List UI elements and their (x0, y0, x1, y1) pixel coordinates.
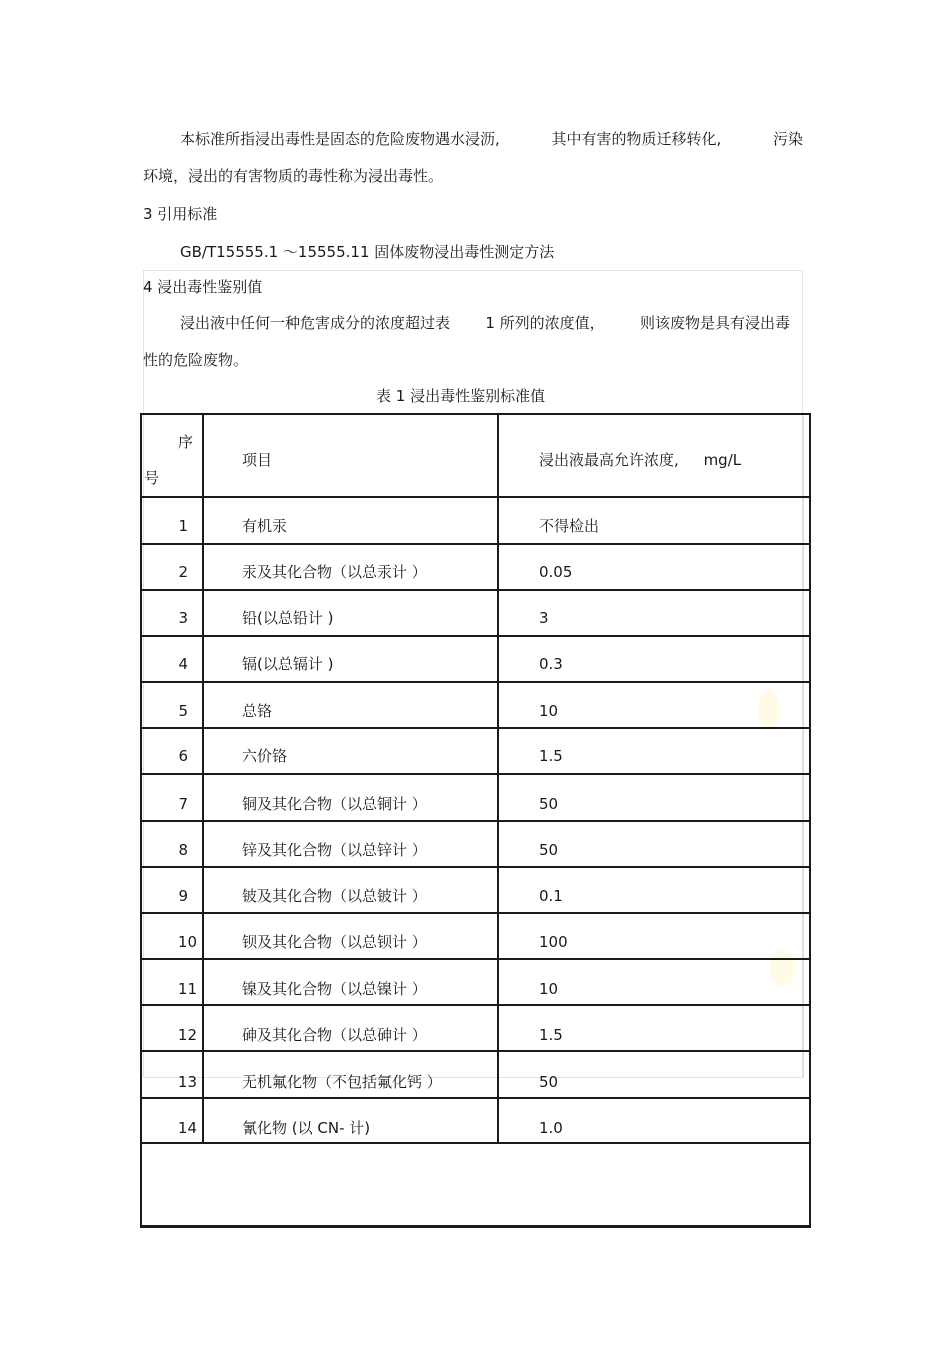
table-header-divider (140, 496, 811, 498)
row-value: 不得检出 (539, 517, 600, 535)
row-value: 50 (539, 795, 559, 813)
section-4-paragraph-line-2: 性的危险废物。 (143, 351, 249, 369)
row-value: 50 (539, 1073, 559, 1091)
section-3-heading: 3 引用标准 (143, 205, 218, 223)
row-item: 汞及其化合物（以总汞计 ） (242, 563, 427, 581)
table-row-divider (140, 912, 811, 914)
section-4-paragraph-line-1 (180, 313, 790, 333)
row-value: 3 (539, 609, 549, 627)
table-row-divider (140, 1050, 811, 1052)
table-col-divider-1 (202, 413, 204, 1143)
row-number: 12 (177, 1026, 197, 1044)
header-seq-top: 序 (178, 433, 194, 451)
row-value: 0.05 (539, 563, 573, 581)
row-item: 铜及其化合物（以总铜计 ） (242, 795, 427, 813)
row-item: 镉(以总镉计 ) (242, 655, 334, 673)
header-limit-label: 浸出液最高允许浓度, (539, 451, 679, 469)
header-limit-unit: mg/L (703, 451, 742, 469)
table-col-divider-2 (497, 413, 499, 1143)
table-row-divider (140, 727, 811, 729)
reference-standard: GB/T15555.1 ～15555.11 固体废物浸出毒性测定方法 (180, 243, 555, 261)
section-4-heading: 4 浸出毒性鉴别值 (143, 278, 263, 296)
table-caption: 表 1 浸出毒性鉴别标准值 (376, 387, 546, 405)
header-seq-bottom: 号 (144, 469, 160, 487)
row-number: 2 (178, 563, 188, 581)
row-item: 氰化物 (以 CN- 计) (242, 1119, 371, 1137)
row-number: 4 (178, 655, 188, 673)
row-value: 0.1 (539, 887, 563, 905)
intro-line-1-part-b: 其中有害的物质迁移转化, (551, 130, 722, 148)
table-row-divider (140, 589, 811, 591)
row-number: 9 (178, 887, 188, 905)
table-row-divider (140, 635, 811, 637)
row-number: 11 (177, 980, 197, 998)
header-item: 项目 (242, 451, 273, 469)
row-item: 锌及其化合物（以总锌计 ） (242, 841, 427, 859)
row-value: 100 (539, 933, 568, 951)
row-item: 钡及其化合物（以总钡计 ） (242, 933, 427, 951)
row-number: 13 (177, 1073, 197, 1091)
row-number: 6 (178, 747, 188, 765)
row-number: 3 (178, 609, 188, 627)
intro-line-1 (180, 129, 803, 149)
row-item: 镍及其化合物（以总镍计 ） (242, 980, 427, 998)
row-item: 砷及其化合物（以总砷计 ） (242, 1026, 427, 1044)
intro-line-2: 环境，浸出的有害物质的毒性称为浸出毒性。 (143, 167, 444, 185)
table-row-divider (140, 681, 811, 683)
row-number: 5 (178, 702, 188, 720)
row-number: 1 (178, 517, 188, 535)
intro-line-1-part-c: 污染 (772, 130, 803, 148)
section-4-paragraph-part-a: 浸出液中任何一种危害成分的浓度超过表 (180, 314, 451, 332)
table-border-bottom (140, 1225, 811, 1228)
row-number: 10 (177, 933, 197, 951)
row-value: 50 (539, 841, 559, 859)
row-item: 铍及其化合物（以总铍计 ） (242, 887, 427, 905)
section-4-paragraph-part-b: 1 所列的浓度值， (485, 314, 605, 332)
row-value: 0.3 (539, 655, 563, 673)
row-number: 7 (178, 795, 188, 813)
row-item: 无机氟化物（不包括氟化钙 ） (242, 1073, 442, 1091)
table-row-divider (140, 1097, 811, 1099)
intro-line-1-part-a: 本标准所指浸出毒性是固态的危险废物遇水浸沥, (180, 130, 500, 148)
row-number: 14 (177, 1119, 197, 1137)
row-value: 10 (539, 702, 559, 720)
table-row-divider (140, 958, 811, 960)
table-row-divider (140, 773, 811, 775)
row-value: 1.5 (539, 1026, 563, 1044)
row-number: 8 (178, 841, 188, 859)
table-faint-line (803, 413, 804, 1078)
row-item: 有机汞 (242, 517, 288, 535)
row-value: 1.5 (539, 747, 563, 765)
row-item: 铅(以总铅计 ) (242, 609, 334, 627)
section-4-paragraph-part-c: 则该废物是具有浸出毒 (639, 314, 790, 332)
table-row-divider (140, 1004, 811, 1006)
row-item: 六价铬 (242, 747, 288, 765)
row-value: 1.0 (539, 1119, 563, 1137)
table-row-divider (140, 820, 811, 822)
header-limit (539, 450, 741, 470)
row-value: 10 (539, 980, 559, 998)
row-item: 总铬 (242, 702, 273, 720)
table-border-top (140, 413, 811, 415)
table-row-divider (140, 866, 811, 868)
table-empty-row (142, 1144, 809, 1225)
table-row-divider (140, 543, 811, 545)
